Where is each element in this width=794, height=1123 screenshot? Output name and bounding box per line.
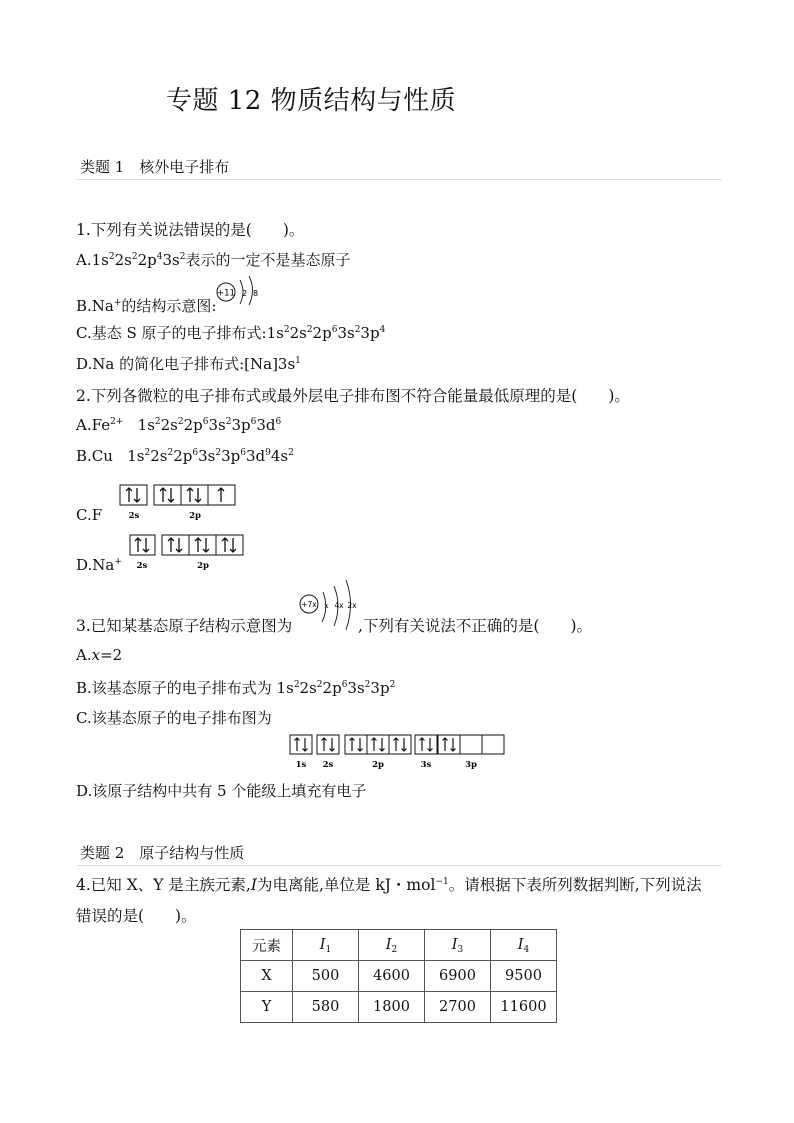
q3-option-d: D.该原子结构中共有 5 个能级上填充有电子 bbox=[76, 782, 367, 800]
q1-option-c: C.基态 S 原子的电子排布式$:1s^22s^22p^63s^23p^4$ bbox=[76, 324, 386, 342]
spin-pair-arrows bbox=[443, 738, 456, 751]
spin-pair-arrows bbox=[126, 488, 140, 502]
ionization-energy-table bbox=[240, 929, 557, 1023]
orbital-box-3p-1 bbox=[438, 735, 460, 754]
table-header-i1 bbox=[293, 930, 359, 961]
shell-1-count: 2 bbox=[241, 289, 248, 298]
question-2-stem: 2.下列各微粒的电子排布式或最外层电子排布图不符合能量最低原理的是( )。 bbox=[76, 387, 630, 405]
q3-option-b: B.该基态原子的电子排布式为 $1s^22s^22p^63s^23p^2$ bbox=[76, 679, 396, 697]
q4-stem-variable: I bbox=[250, 876, 257, 894]
table-header-row bbox=[241, 930, 557, 961]
table-row bbox=[241, 992, 557, 1023]
q1-option-a: $A.1s^22s^22p^43s^2$表示的一定不是基态原子 bbox=[76, 251, 351, 269]
question-1-stem: 1.下列有关说法错误的是( )。 bbox=[76, 221, 305, 239]
orbital-box-2s bbox=[317, 735, 339, 754]
table-cell: 4600 bbox=[359, 961, 425, 992]
q1-b-prefix: B.Na bbox=[76, 297, 114, 315]
q3-option-a bbox=[76, 646, 122, 664]
section-divider-2 bbox=[76, 865, 722, 866]
orbital-label-2s: 2s bbox=[322, 760, 334, 770]
table-header-i2 bbox=[359, 930, 425, 961]
table-header-var: I bbox=[385, 937, 392, 953]
orbital-box-3p-2 bbox=[460, 735, 482, 754]
table-cell: 6900 bbox=[425, 961, 491, 992]
q1-option-d: D.Na 的简化电子排布式$:[Na]3s^1$ bbox=[76, 355, 301, 373]
orbital-label-3p: 3p bbox=[465, 760, 477, 770]
orbital-box-2p-2 bbox=[189, 535, 216, 555]
q1-option-b: B.Na+的结构示意图: bbox=[76, 297, 217, 315]
q2-a-prefix: A.Fe bbox=[76, 416, 111, 434]
q4-stem-part-b: 为电离能,单位是 kJ・mol bbox=[256, 876, 436, 894]
table-header-sub: 1 bbox=[325, 945, 332, 955]
table-header-element: 元素 bbox=[241, 930, 293, 961]
orbital-box-2s bbox=[120, 485, 147, 505]
q2-option-a: $A.Fe^{2+}$ $1s^22s^22p^63s^23p^63d^6$ bbox=[76, 416, 282, 434]
orbital-label-2s: 2s bbox=[128, 511, 140, 521]
shell-2-count: 4x bbox=[334, 601, 344, 610]
orbital-box-1s bbox=[290, 735, 312, 754]
table-cell: 1800 bbox=[359, 992, 425, 1023]
q1-a-suffix: 表示的一定不是基态原子 bbox=[185, 251, 351, 269]
table-cell-element: X bbox=[241, 961, 293, 992]
q2-option-b: B.Cu $1s^22s^22p^63s^23p^63d^94s^2$ bbox=[76, 447, 294, 465]
q3-atom-structure-diagram bbox=[298, 578, 362, 634]
spin-pair-arrows bbox=[420, 738, 433, 751]
q2-b-prefix: B.Cu bbox=[76, 447, 113, 465]
spin-pair-arrows bbox=[350, 738, 363, 751]
table-cell: 9500 bbox=[491, 961, 557, 992]
table-header-sub: 2 bbox=[391, 945, 398, 955]
q2-d-charge: + bbox=[114, 557, 122, 567]
q3-a-prefix: A. bbox=[76, 646, 92, 664]
orbital-box-2p-1 bbox=[162, 535, 189, 555]
orbital-label-2p: 2p bbox=[189, 511, 201, 521]
table-row bbox=[241, 961, 557, 992]
spin-pair-arrows bbox=[322, 738, 335, 751]
orbital-box-2p-2 bbox=[367, 735, 389, 754]
q2-d-prefix: D.Na bbox=[76, 556, 115, 574]
spin-pair-arrows bbox=[195, 538, 209, 552]
q4-stem-part-a: 4.已知 X、Y 是主族元素, bbox=[76, 876, 251, 894]
orbital-label-2s: 2s bbox=[136, 561, 148, 571]
q2-a-charge: 2+ bbox=[110, 417, 124, 427]
table-cell: 500 bbox=[293, 961, 359, 992]
table-cell: 11600 bbox=[491, 992, 557, 1023]
spin-pair-arrows bbox=[135, 538, 149, 552]
orbital-box-3p-3 bbox=[482, 735, 504, 754]
question-4-stem-line1: 4.已知 X、Y 是主族元素,I为电离能,单位是 kJ・mol$^{-1}$。请根据下表所列数据判断,下列说法 bbox=[76, 876, 702, 894]
orbital-box-2p-1 bbox=[154, 485, 181, 505]
nucleus-label: +7x bbox=[301, 600, 317, 609]
shell-2-count: 8 bbox=[252, 289, 259, 298]
spin-pair-arrows bbox=[222, 538, 236, 552]
q3-option-c: C.该基态原子的电子排布图为 bbox=[76, 709, 272, 727]
orbital-box-3s bbox=[415, 735, 437, 754]
spin-pair-arrows bbox=[295, 738, 308, 751]
table-header-i3 bbox=[425, 930, 491, 961]
table-header-var: I bbox=[319, 937, 326, 953]
q2-option-c-label: C.F bbox=[76, 506, 103, 524]
table-cell: 2700 bbox=[425, 992, 491, 1023]
q3-a-suffix: =2 bbox=[100, 646, 123, 664]
question-3-stem-suffix: ,下列有关说法不正确的是( )。 bbox=[358, 617, 593, 635]
q2-d-orbital-diagram bbox=[128, 533, 248, 573]
orbital-label-2p: 2p bbox=[372, 760, 384, 770]
table-header-var: I bbox=[451, 937, 458, 953]
section-divider-1 bbox=[76, 179, 722, 180]
spin-pair-arrows bbox=[168, 538, 182, 552]
question-4-stem-line2: 错误的是( )。 bbox=[76, 907, 197, 925]
spin-pair-arrows bbox=[160, 488, 174, 502]
q2-c-orbital-diagram bbox=[118, 483, 238, 523]
shell-3-count: 2x bbox=[347, 601, 357, 610]
table-header-i4 bbox=[491, 930, 557, 961]
q3-a-variable: x bbox=[91, 646, 101, 664]
nucleus-label: +11 bbox=[217, 288, 235, 299]
q2-option-d-label bbox=[76, 556, 122, 574]
q3-c-orbital-diagram bbox=[288, 733, 506, 773]
orbital-label-2p: 2p bbox=[197, 561, 209, 571]
section-heading-1: 类题 1 核外电子排布 bbox=[80, 158, 230, 176]
spin-pair-arrows bbox=[187, 488, 201, 502]
page-title: 专题 12 物质结构与性质 bbox=[166, 86, 457, 116]
q1-b-middle: 的结构示意图: bbox=[121, 297, 217, 315]
orbital-box-2p-3 bbox=[216, 535, 243, 555]
orbital-label-1s: 1s bbox=[295, 760, 307, 770]
q1-c-prefix: C.基态 S 原子的电子排布式:1s bbox=[76, 324, 284, 342]
q4-stem-part-c: 。请根据下表所列数据判断,下列说法 bbox=[448, 876, 702, 894]
table-header-sub: 3 bbox=[457, 945, 464, 955]
sodium-ion-structure-diagram bbox=[215, 272, 265, 306]
table-cell-element: Y bbox=[241, 992, 293, 1023]
shell-1-count: x bbox=[324, 601, 329, 610]
orbital-box-2p-2 bbox=[181, 485, 208, 505]
orbital-box-2s bbox=[130, 535, 155, 555]
question-3-stem-prefix: 3.已知某基态原子结构示意图为 bbox=[76, 617, 293, 635]
orbital-label-3s: 3s bbox=[420, 760, 432, 770]
table-header-sub: 4 bbox=[523, 945, 530, 955]
spin-up-arrow bbox=[218, 488, 224, 502]
spin-pair-arrows bbox=[372, 738, 385, 751]
orbital-box-2p-1 bbox=[345, 735, 367, 754]
table-header-var: I bbox=[517, 937, 524, 953]
spin-pair-arrows bbox=[394, 738, 407, 751]
orbital-box-2p-3 bbox=[389, 735, 411, 754]
section-heading-2: 类题 2 原子结构与性质 bbox=[80, 844, 245, 862]
table-cell: 580 bbox=[293, 992, 359, 1023]
q3-b-text: B.该基态原子的电子排布式为 1s bbox=[76, 679, 294, 697]
q1-a-prefix: A.1s bbox=[76, 251, 109, 269]
q1-d-text: D.Na 的简化电子排布式:[Na]3s bbox=[76, 355, 296, 373]
